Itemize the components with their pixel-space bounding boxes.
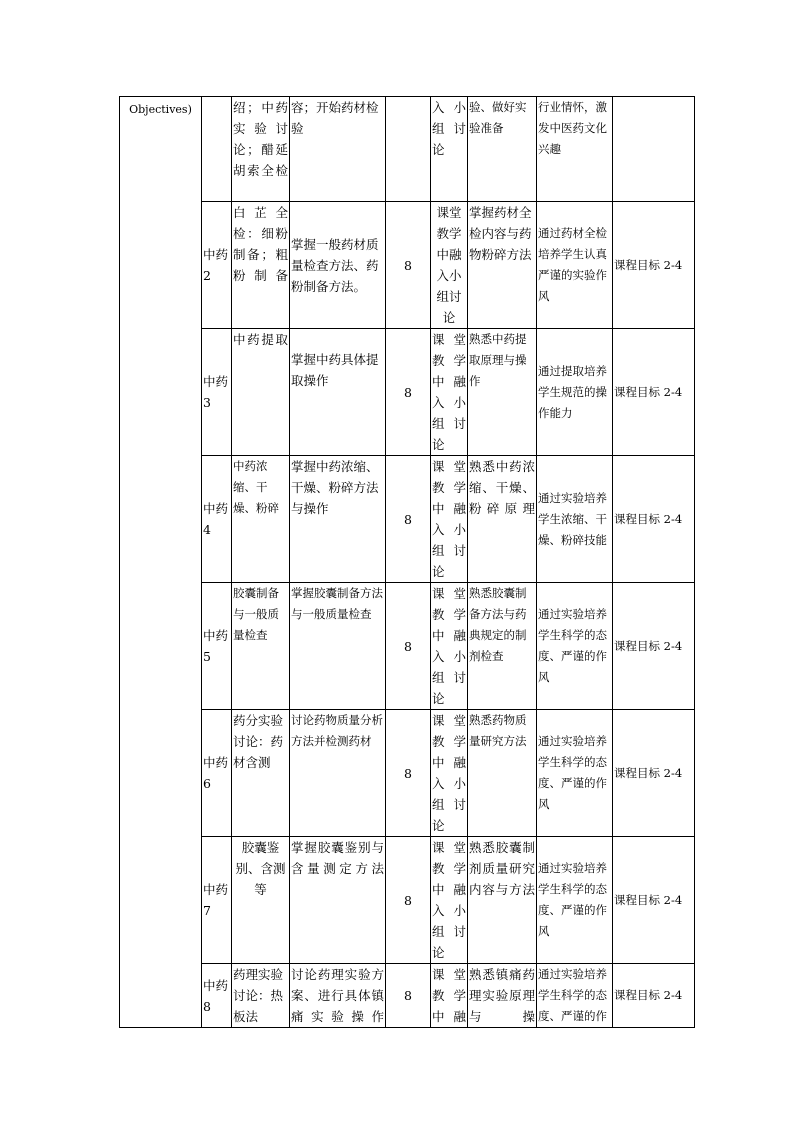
ideology-element: 通过药材全检培养学生认真严谨的实验作风	[537, 202, 613, 329]
requirement: 熟悉胶囊制剂质量研究内容与方法	[468, 837, 537, 964]
table-row	[120, 710, 695, 837]
experiment-hours: 8	[386, 202, 431, 329]
experiment-content: 讨论药物质量分析方法并检测药材	[290, 710, 386, 837]
experiment-hours: 8	[386, 329, 431, 456]
experiment-name: 中药提取	[232, 329, 290, 456]
requirement: 熟悉胶囊制备方法与药典规定的制剂检查	[468, 583, 537, 710]
teaching-method: 课堂教学中融入小组讨论	[431, 837, 468, 964]
teaching-method: 入小组讨论	[431, 97, 468, 202]
course-target	[613, 97, 695, 202]
ideology-element: 通过实验培养学生科学的态度、严谨的作	[537, 964, 613, 1028]
experiment-hours: 8	[386, 837, 431, 964]
table-row	[120, 964, 695, 1028]
experiment-name: 药理实验讨论：热板法	[232, 964, 290, 1028]
experiment-hours: 8	[386, 710, 431, 837]
experiment-hours: 8	[386, 583, 431, 710]
course-target: 课程目标 2-4	[613, 329, 695, 456]
experiment-hours: 8	[386, 456, 431, 583]
experiment-name: 中药浓缩、干燥、粉碎	[232, 456, 290, 583]
table-row	[120, 456, 695, 583]
course-target: 课程目标 2-4	[613, 710, 695, 837]
experiment-name: 绍；中药实验讨论；醋延胡索全检	[232, 97, 290, 202]
experiment-label: 中药4	[202, 456, 232, 583]
table-row	[120, 329, 695, 456]
experiment-name: 胶囊制备与一般质量检查	[232, 583, 290, 710]
table-row	[120, 202, 695, 329]
syllabus-table	[119, 96, 695, 1028]
requirement: 熟悉中药提取原理与操作	[468, 329, 537, 456]
teaching-method: 课堂教学中融入小组讨论	[431, 583, 468, 710]
experiment-label: 中药8	[202, 964, 232, 1028]
course-target: 课程目标 2-4	[613, 456, 695, 583]
table-row	[120, 97, 695, 202]
experiment-label: 中药3	[202, 329, 232, 456]
experiment-content: 掌握中药浓缩、干燥、粉碎方法与操作	[290, 456, 386, 583]
experiment-content: 容；开始药材检验	[290, 97, 386, 202]
teaching-method: 课堂教学中融	[431, 964, 468, 1028]
teaching-method: 课堂教学中融入小组讨论	[431, 456, 468, 583]
requirement: 熟悉镇痛药理实验原理与操	[468, 964, 537, 1028]
course-target: 课程目标 2-4	[613, 583, 695, 710]
ideology-element: 行业情怀，激发中医药文化兴趣	[537, 97, 613, 202]
table-row	[120, 837, 695, 964]
table-row	[120, 583, 695, 710]
ideology-element: 通过实验培养学生科学的态度、严谨的作风	[537, 837, 613, 964]
experiment-name: 白芷全检：细粉制备；粗粉制备	[232, 202, 290, 329]
ideology-element: 通过实验培养学生浓缩、干燥、粉碎技能	[537, 456, 613, 583]
objectives-header-cell: Objectives)	[120, 97, 202, 1028]
experiment-content: 掌握胶囊鉴别与含量测定方法	[290, 837, 386, 964]
experiment-label	[202, 97, 232, 202]
ideology-element: 通过实验培养学生科学的态度、严谨的作风	[537, 583, 613, 710]
experiment-content: 掌握一般药材质量检查方法、药粉制备方法。	[290, 202, 386, 329]
course-target: 课程目标 2-4	[613, 964, 695, 1028]
requirement: 熟悉药物质量研究方法	[468, 710, 537, 837]
experiment-label: 中药2	[202, 202, 232, 329]
experiment-label: 中药7	[202, 837, 232, 964]
experiment-hours	[386, 97, 431, 202]
requirement: 验、做好实验准备	[468, 97, 537, 202]
experiment-name: 药分实验讨论：药材含测	[232, 710, 290, 837]
experiment-content: 掌握胶囊制备方法与一般质量检查	[290, 583, 386, 710]
requirement: 掌握药材全检内容与药物粉碎方法	[468, 202, 537, 329]
ideology-element: 通过提取培养学生规范的操作能力	[537, 329, 613, 456]
experiment-content: 掌握中药具体提取操作	[290, 329, 386, 456]
ideology-element: 通过实验培养学生科学的态度、严谨的作风	[537, 710, 613, 837]
teaching-method: 课堂教学中融入小组讨论	[431, 202, 468, 329]
course-target: 课程目标 2-4	[613, 837, 695, 964]
experiment-name: 胶囊鉴别、含测等	[232, 837, 290, 964]
teaching-method: 课堂教学中融入小组讨论	[431, 710, 468, 837]
teaching-method: 课堂教学中融入小组讨论	[431, 329, 468, 456]
experiment-hours: 8	[386, 964, 431, 1028]
course-target: 课程目标 2-4	[613, 202, 695, 329]
requirement: 熟悉中药浓缩、干燥、粉碎原理	[468, 456, 537, 583]
experiment-label: 中药5	[202, 583, 232, 710]
experiment-content: 讨论药理实验方案、进行具体镇痛实验操作	[290, 964, 386, 1028]
experiment-label: 中药6	[202, 710, 232, 837]
